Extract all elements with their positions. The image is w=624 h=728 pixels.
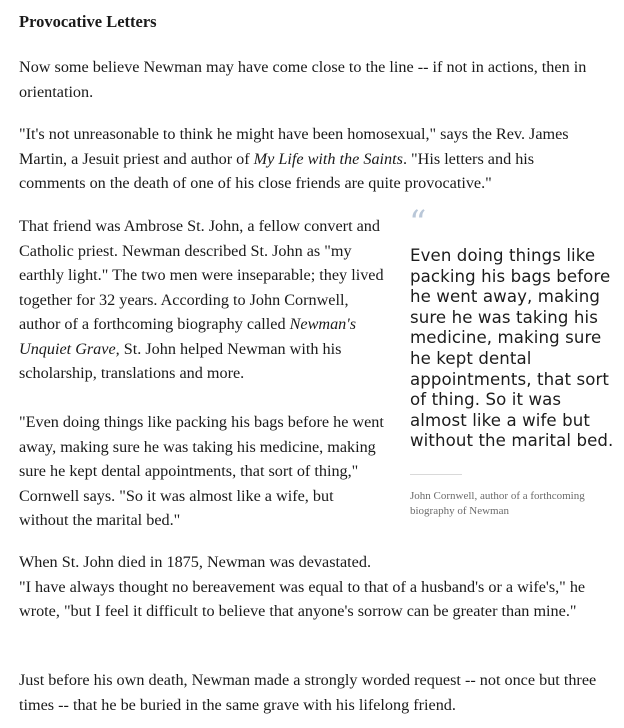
book-title-newmans-unquiet-grave: Newman's Unquiet Grave, xyxy=(19,315,357,358)
paragraph-5-line-1: When St. John died in 1875, Newman was devastated. xyxy=(19,553,372,571)
paragraph-4: "Even doing things like packing his bags before he went away, making sure he was taking his medicine, making sure he kept dental appointments, that sort of thing," Cornwell says. "So it was almost like a wife, but without the marital bed." xyxy=(19,413,384,529)
book-title-my-life-with-the-saints: My Life with the Saints xyxy=(253,149,403,168)
paragraph-5 xyxy=(19,550,599,624)
paragraph-3-text-a: That friend was Ambrose St. John, a fellow convert and Catholic priest. Newman described St. John as "my earthly light." The two men were inseparable; they lived together for 32 years. According to John Cornwell, author of a forthcoming biography called xyxy=(19,217,384,333)
paragraph-2 xyxy=(19,122,599,196)
pull-quote-divider xyxy=(410,474,462,475)
paragraph-3-text-b: St. John helped Newman with his scholarship, translations and more. xyxy=(19,339,342,382)
paragraph-5-quote: "I have always thought no bereavement was equal to that of a husband's or a wife's," he wrote, "but I feel it difficult to believe that anyone's sorrow can be greater than mine." xyxy=(19,577,586,620)
pull-quote-text: Even doing things like packing his bags before he went away, making sure he was taking his medicine, making sure he kept dental appointments, that sort of thing. So it was almost like a wife but without the marital bed. xyxy=(410,246,614,451)
pull-quote xyxy=(409,203,615,519)
paragraph-6: Just before his own death, Newman made a strongly worded request -- not once but three times -- that he be buried in the same grave with his lifelong friend. xyxy=(19,671,597,714)
paragraph-3 xyxy=(19,214,387,386)
quote-mark-icon: “ xyxy=(409,203,427,243)
pull-quote-credit: John Cornwell, author of a forthcoming biography of Newman xyxy=(410,489,585,517)
paragraph-2-text-b: . "His letters and his comments on the death of one of his close friends are quite provocative." xyxy=(19,149,535,192)
paragraph-2-text-a: "It's not unreasonable to think he might have been homosexual," says the Rev. James Martin, a Jesuit priest and author of xyxy=(19,125,569,168)
section-subhead: Provocative Letters xyxy=(19,12,157,31)
paragraph-1: Now some believe Newman may have come close to the line -- if not in actions, then in orientation. xyxy=(19,58,587,101)
